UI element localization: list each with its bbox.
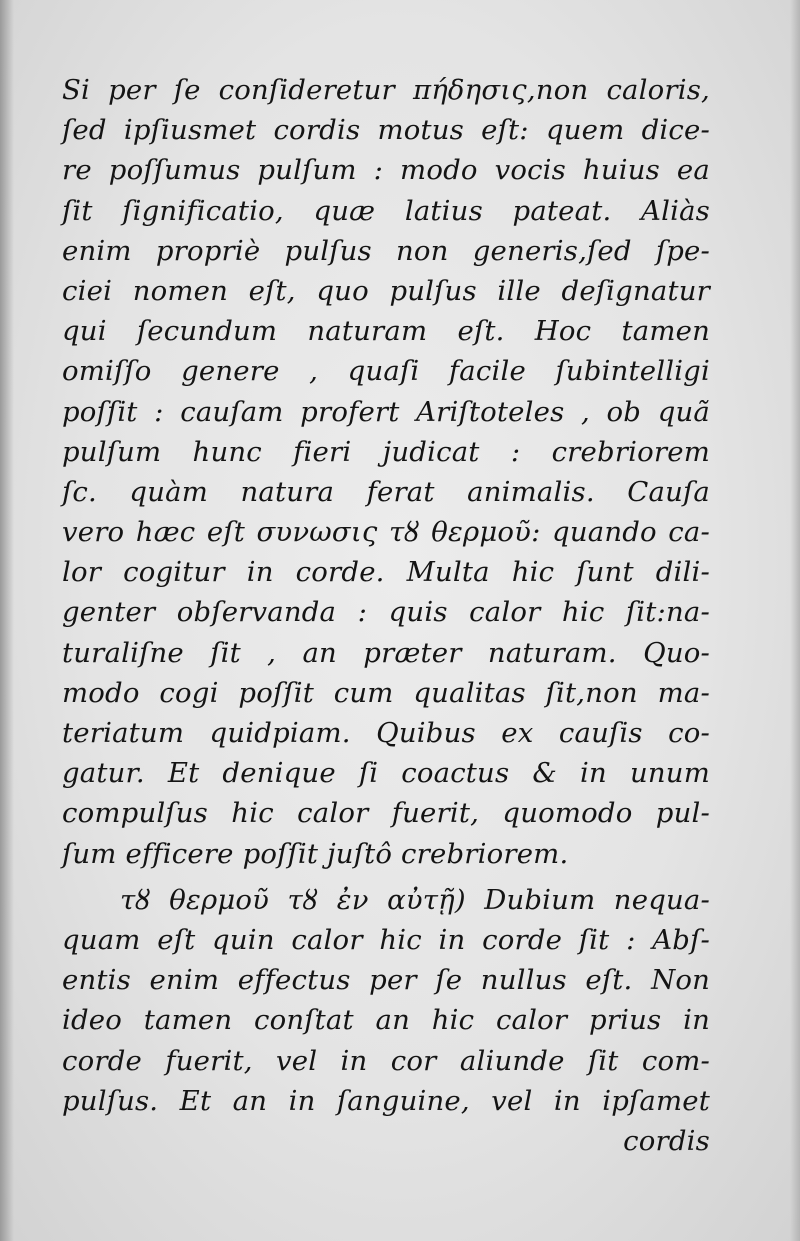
text-line: ideo tamen conſtat an hic calor prius in <box>62 1004 710 1037</box>
paragraph-1 <box>62 70 710 874</box>
text-line: pulſum hunc fieri judicat : crebriorem <box>62 435 710 468</box>
page-text <box>62 70 710 1161</box>
text-line: corde fuerit, vel in cor aliunde ſit com- <box>62 1044 710 1077</box>
text-line: poſſit : cauſam profert Ariſtoteles , ob quã <box>62 395 710 428</box>
text-line: turaliſne ſit , an præter naturam. Quo- <box>62 636 710 669</box>
text-line: pulſus. Et an in ſanguine, vel in ipſamet <box>62 1084 710 1117</box>
text-line: enim propriè pulſus non generis,ſed ſpe- <box>62 234 710 267</box>
text-line: omiſſo genere , quaſi facile ſubintelligi <box>62 355 710 388</box>
text-line: ſit ſignificatio, quæ latius pateat. Aliàs <box>62 194 710 227</box>
text-line: ſum efficere poſſit juſtô crebriorem. <box>62 837 569 870</box>
text-line: compulſus hic calor fuerit, quomodo pul- <box>62 797 710 830</box>
text-line: genter obſervanda : quis calor hic ſit:na- <box>62 596 710 629</box>
text-line: qui ſecundum naturam eſt. Hoc tamen <box>62 315 710 348</box>
paragraph-2 <box>62 880 710 1121</box>
text-line: ſed ipſiusmet cordis motus eſt: quem dice- <box>62 114 710 147</box>
text-line: gatur. Et denique ſi coactus & in unum <box>62 757 710 790</box>
catchword: cordis <box>623 1124 710 1157</box>
text-line: ciei nomen eſt, quo pulſus ille deſignatur <box>62 274 710 307</box>
text-line: quam eſt quin calor hic in corde ſit : Abſ- <box>62 923 710 956</box>
text-line: modo cogi poſſit cum qualitas ſit,non ma- <box>62 676 710 709</box>
text-line: entis enim effectus per ſe nullus eſt. Non <box>62 964 710 997</box>
text-line: lor cogitur in corde. Multa hic ſunt dili- <box>62 556 710 589</box>
text-line: Si per ſe conſideretur πήδησις,non caloris, <box>62 74 710 106</box>
text-line: re poſſumus pulſum : modo vocis huius ea <box>62 154 710 187</box>
text-line: ſc. quàm natura ferat animalis. Cauſa <box>62 475 710 508</box>
text-line: teriatum quidpiam. Quibus ex cauſis co- <box>62 717 710 749</box>
text-line: vero hæc eſt συνωσις τȣ θερμοῦ: quando ca- <box>62 516 710 549</box>
text-line: τȣ θερμοῦ τȣ ἐν αὐτῇ) Dubium nequa- <box>120 883 710 916</box>
